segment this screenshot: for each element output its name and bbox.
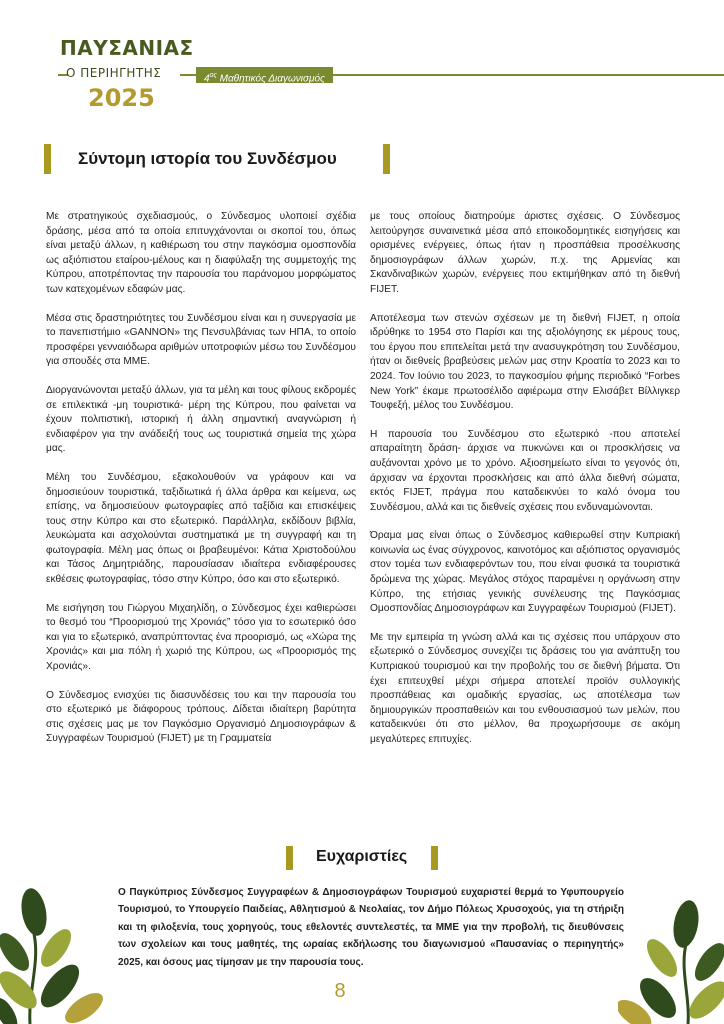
page-header bbox=[0, 0, 724, 120]
paragraph: Με στρατηγικούς σχεδιασμούς, ο Σύνδεσμος υλοποιεί σχέδια δράσης, μέσα από τα οποία επιτυγχάνονται οι σκοποί του, όπως είναι μεταξύ άλλων, η καθιέρωση του στην παγκόσμια ομοσπονδία ως αξιόπιστου εταίρου-μέλους και η διαφύλαξη της συμμετοχής της Κύπρου, αποτρέποντας την παρουσία του παράνομου μορφώματος των κατεχομένων εδαφών μας. bbox=[46, 211, 356, 295]
section-heading bbox=[44, 144, 390, 174]
paragraph: Με την εμπειρία τη γνώση αλλά και τις σχέσεις που υπάρχουν στο εξωτερικό ο Σύνδεσμος συνεχίζει τις δράσεις του για ανάπτυξη του Κυπριακού τουρισμού και την προβολής του σε διεθνή βήματα. Ότι έχει επιτευχθεί μέχρι σήμερα αποτελεί προϊόν συλλογικής προσπάθειας και ομαδικής εργασίας, ως αποτέλεσμα των δημιουργικών προσπαθειών και του ενθουσιασμού των μελών, που καταδεικνύει ότι στο μέλλον, θα προχωρήσουμε σε ακόμη μεγαλύτερες επιτυχίες. bbox=[370, 631, 680, 745]
thanks-text: Ο Παγκύπριος Σύνδεσμος Συγγραφέων & Δημοσιογράφων Τουρισμού ευχαριστεί θερμά το Υφυπουργείο Τουρισμού, το Υπουργείο Παιδείας, Αθλητισμού & Νεολαίας, τον Δήμο Πόλεως Χρυσοχούς, για τη στήριξη και τη φιλοξενία, τους χορηγούς, τους εθελοντές συντελεστές, τα ΜΜΕ για την προβολή, τις διευθύνσεις των σχολείων και τους μαθητές, της ωραίας εκδήλωσης του διαγωνισμού «Παυσανίας ο περιηγητής» 2025, και όσους μας τίμησαν με την παρουσία τους. bbox=[118, 887, 624, 968]
paragraph: Μέσα στις δραστηριότητες του Συνδέσμου είναι και η συνεργασία με το πανεπιστήμιο «GANNON» της Πενσυλβάνιας των ΗΠΑ, το οποίο προσφέρει γενναιόδωρα αριθμών υποτροφιών μέσω του Συνδέσμου για σπουδές στα ΜΜΕ. bbox=[46, 312, 356, 368]
title-bar-right bbox=[383, 144, 390, 174]
paragraph: Όραμα μας είναι όπως ο Σύνδεσμος καθιερωθεί στην Κυπριακή κοινωνία ως ένας σύγχρονος, καινοτόμος και αξιόπιστος οργανισμός στον τομέα των ενδιαφερόντων του, που είναι φυσικά τα τουριστικά δρώμενα της χώρας. Μεγάλος στόχος παραμένει η οργάνωση στην Κύπρο, της ετήσιας γενικής συνέλευσης της Παγκόσμιας Ομοσπονδίας Δημοσιογράφων και Συγγραφέων Τουρισμού (FIJET). bbox=[370, 530, 680, 615]
leaves-decoration-right-icon bbox=[618, 900, 724, 1024]
contest-label: Μαθητικός Διαγωνισμός bbox=[216, 73, 325, 85]
thanks-title: Ευχαριστίες bbox=[316, 848, 408, 865]
paragraph: Η παρουσία του Συνδέσμου στο εξωτερικό -που αποτελεί απαραίτητη δράση- άρχισε να πυκνώνει και οι προσκλήσεις να αυξάνονται χρόνο με το χρόνο. Αξιοσημείωτο είναι το γεγονός ότι, άρχισαν να έρχονται προσκλήσεις και από άλλα διεθνή σώματα, εκτός FIJET, πράγμα που καταδεικνύει το καλό όνομα του Συνδέσμου, αλλά και τις διεθνείς σχέσεις που ενδυναμώνονται. bbox=[370, 428, 680, 513]
logo-year: 2025 bbox=[88, 84, 155, 112]
contest-ordinal: ος bbox=[209, 72, 217, 79]
paragraph: Μέλη του Συνδέσμου, εξακολουθούν να γράφουν και να δημοσιεύουν τουριστικά, ταξιδιωτικά ή άλλα άρθρα και κείμενα, ως επίσης, να δημοσιεύουν φωτογραφίες από ταξίδια και επισκέψεις τους στην Κύπρο και στο εξωτερικό. Παράλληλα, εκδίδουν βιβλία, λευκώματα και ασχολούνται συστηματικά με τη συγγραφή και τη φωτογραφία. Μέλη μας όπως οι βραβευμένοι: Κάτια Χριστοδούλου και Τάσος Δημητριάδης, παρουσίασαν ιδιαίτερα ενδιαφέρουσες εκθέσεις φωτογραφίας, τόσο στην Κύπρο, όσο και στο εξωτερικό. bbox=[46, 471, 356, 586]
contest-number: 4 bbox=[204, 73, 210, 85]
title-bar-left bbox=[286, 846, 293, 870]
paragraph: Ο Σύνδεσμος ενισχύει τις διασυνδέσεις του και την παρουσία του στο εξωτερικό με διάφορους τρόπους. Δίδεται ιδιαίτερη βαρύτητα στις σχέσεις μας με τον Παγκόσμιο Οργανισμό Δημοσιογράφων & Συγγραφέων Τουρισμού (FIJET) με τη Γραμματεία bbox=[46, 689, 356, 745]
left-column bbox=[46, 210, 356, 761]
logo-title: ΠΑΥΣΑΝΙΑΣ bbox=[60, 36, 194, 60]
paragraph: Με εισήγηση του Γιώργου Μιχαηλίδη, ο Σύνδεσμος έχει καθιερώσει το θεσμό του “Προορισμού της Χρονιάς” τόσο για το εσωτερικό όσο και για το εξωτερικό, αναπρύπτοντας ένα προορισμό, ως «Χώρα της Χρονιάς» και μια πόλη ή χωριό της Κύπρου, ως «Προορισμός της Χρονιάς». bbox=[46, 602, 356, 673]
right-column bbox=[370, 210, 680, 762]
contest-tag bbox=[196, 67, 333, 83]
leaves-decoration-left-icon bbox=[0, 882, 110, 1024]
paragraph: Διοργανώνονται μεταξύ άλλων, για τα μέλη και τους φίλους εκδρομές σε επιλεκτικά -μη τουριστικά- μέρη της Κύπρου, που φαίνεται να έχουν πολιτιστική, ιστορική ή άλλη σημαντική αναγνώριση ή ενδιαφέρον για την ανάδειξή τους ως τουριστικά σημεία της χώρα μας. bbox=[46, 384, 356, 455]
paragraph: Αποτέλεσμα των στενών σχέσεων με τη διεθνή FIJET, η οποία ιδρύθηκε το 1954 στο Παρίσι και της αξιολόγησης εκ μέρους τους, του έργου που επιτελείται μετά την ανασυγκρότηση του Συνδέσμου, ήταν οι διεθνείς βραβεύσεις μελών μας στην Κροατία το 2023 και το 2024. Τον Ιούνιο του 2023, το παγκοσμίου φήμης περιοδικό “Forbes New York” έκαμε πρωτοσέλιδο αφιέρωμα στην Ελισάβετ Βίλλιγκερ Τουφεξή, μέλος του Συνδέσμου. bbox=[370, 312, 680, 412]
paragraph: με τους οποίους διατηρούμε άριστες σχέσεις. Ο Σύνδεσμος λειτούργησε συναινετικά μέσα από εποικοδομητικές εισηγήσεις και ορισμένες ενέργειες, όπως ήταν η προσπάθεια προσέλκυσης δημοσιογράφων άλλων χωρών, π.χ. της Αρμενίας και Σκανδιναβικών χωρών, ενέργειες που εκτιμήθηκαν από τη διεθνή FIJET. bbox=[370, 211, 680, 295]
page-number: 8 bbox=[334, 980, 346, 1002]
section-title: Σύντομη ιστορία του Συνδέσμου bbox=[78, 149, 337, 168]
title-bar-left bbox=[44, 144, 51, 174]
thanks-heading bbox=[286, 846, 438, 870]
logo-subtitle: Ο ΠΕΡΙΗΓΗΤΗΣ bbox=[66, 66, 162, 80]
title-bar-right bbox=[431, 846, 438, 870]
